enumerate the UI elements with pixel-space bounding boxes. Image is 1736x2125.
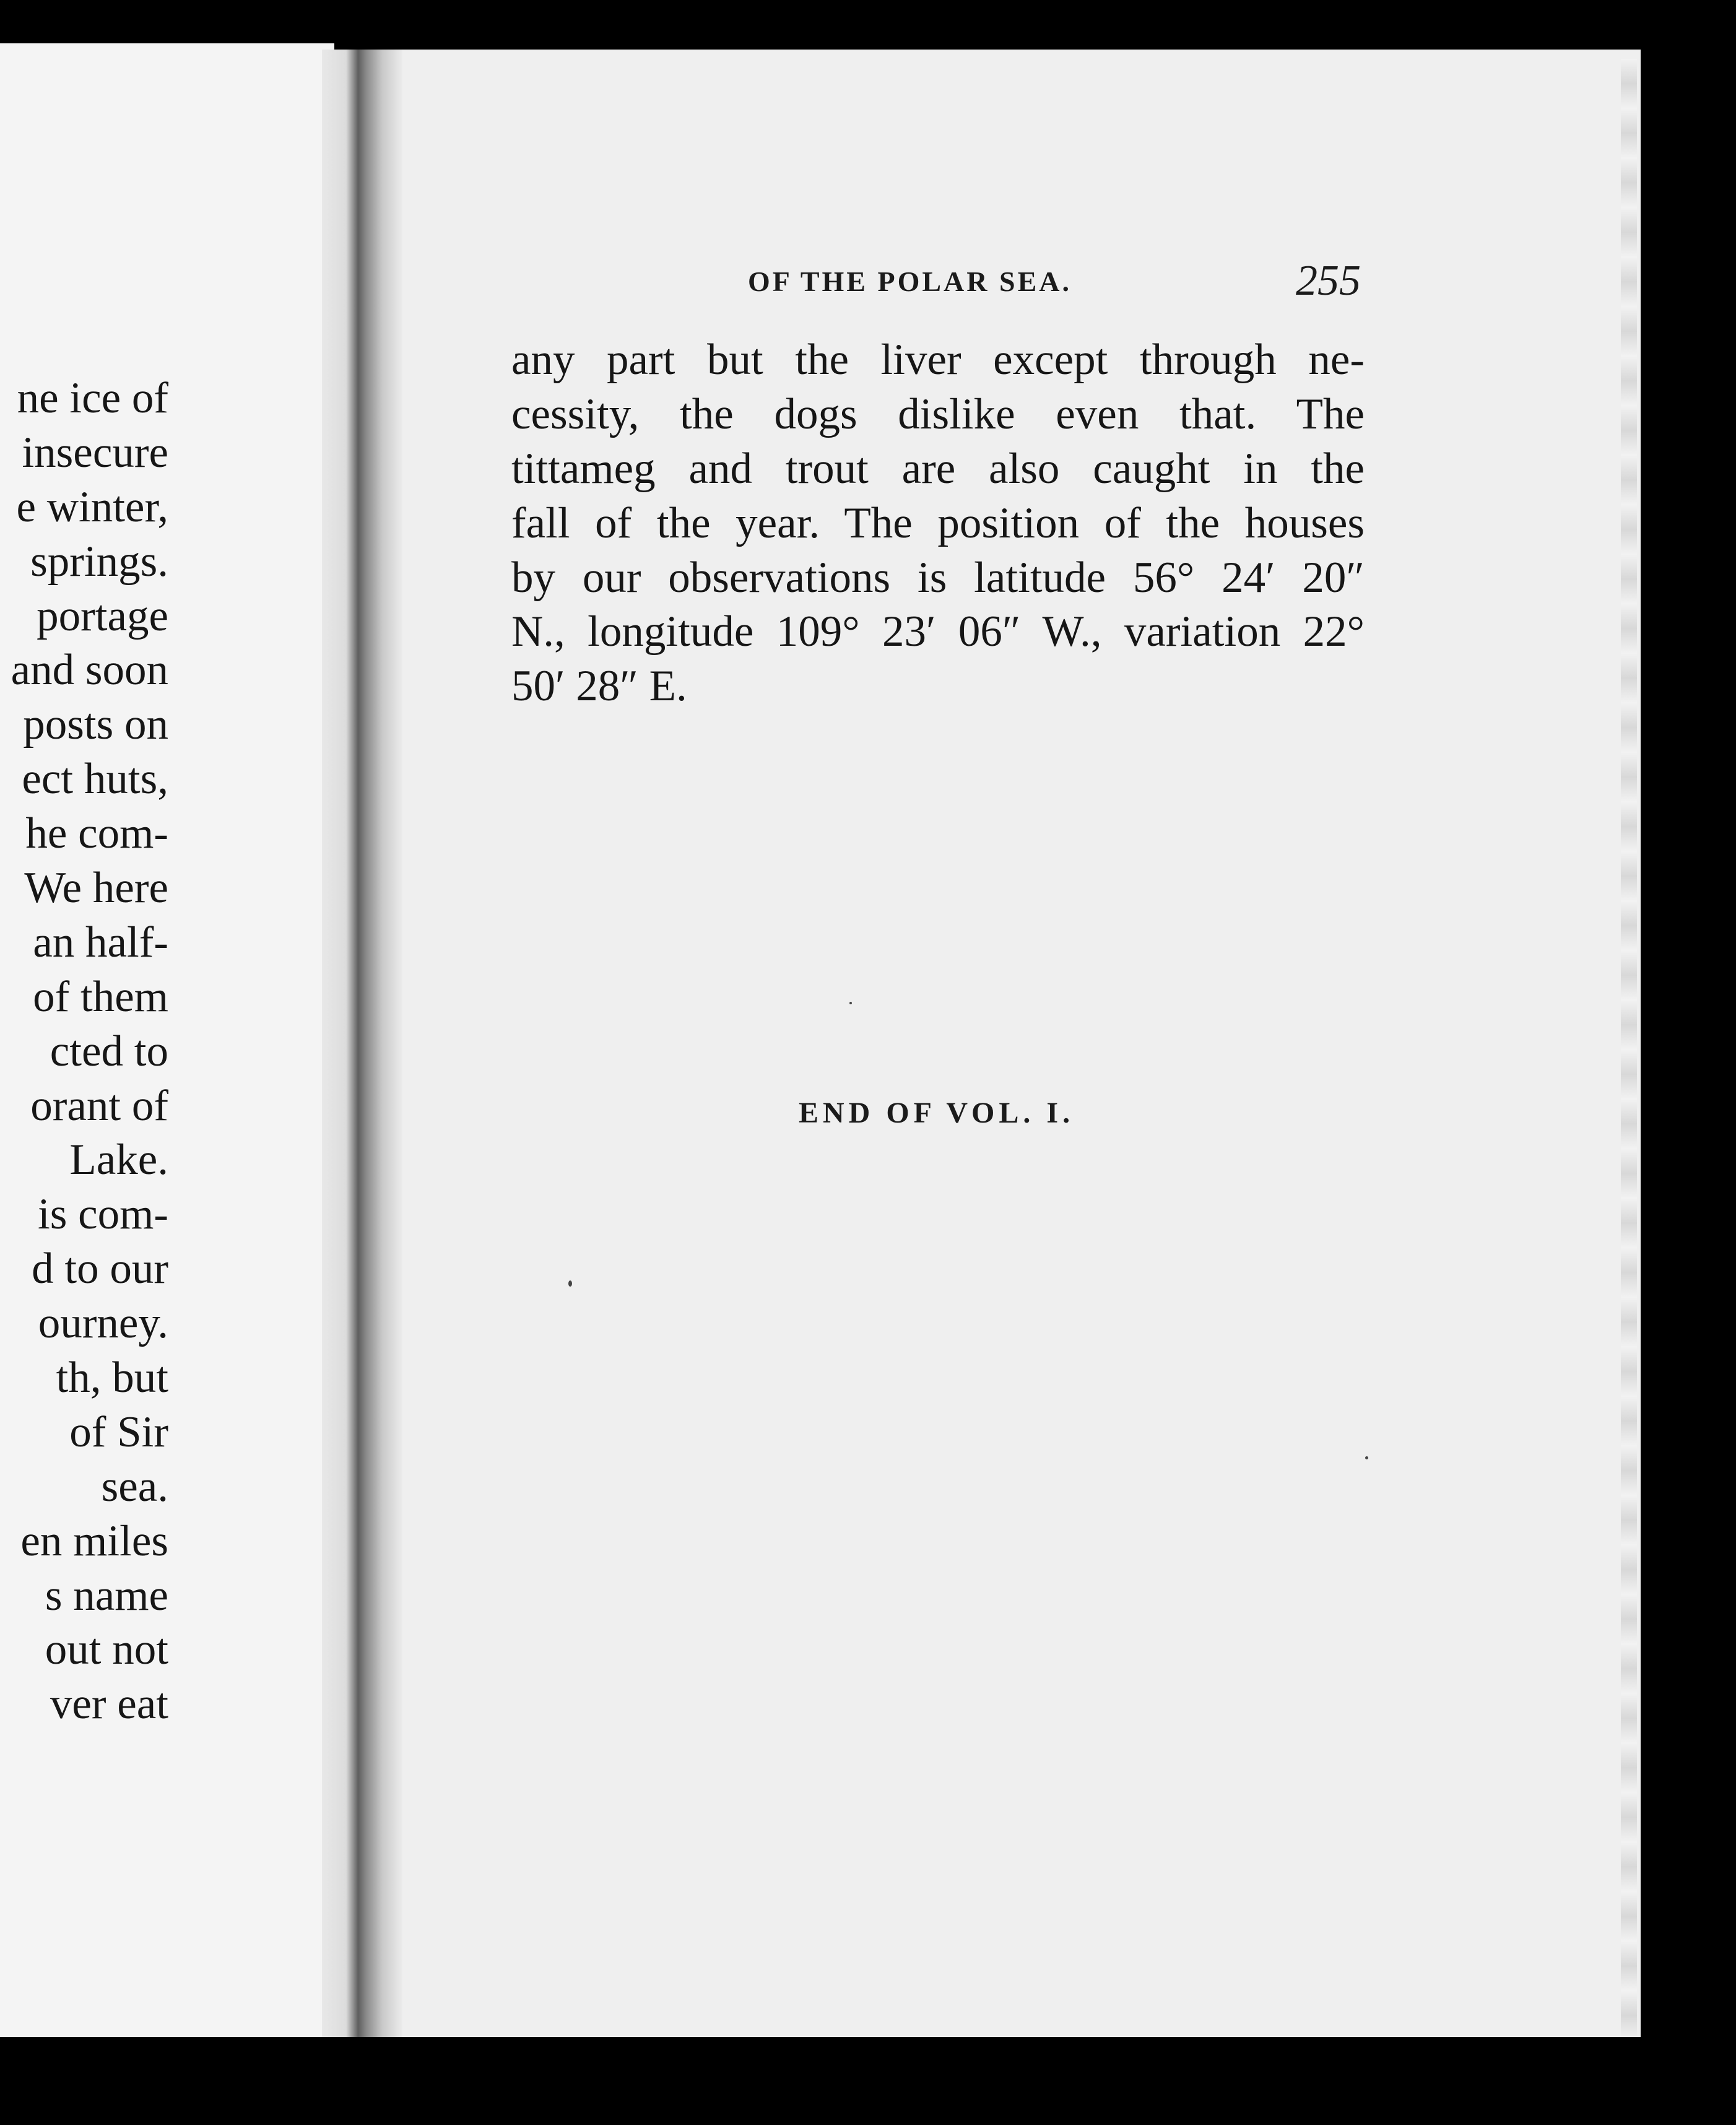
text-line: out not	[45, 1625, 168, 1674]
page-number: 255	[1296, 257, 1361, 305]
text-line: fall of the year. The position of the houses	[511, 498, 1365, 547]
text-line: s name	[45, 1571, 168, 1620]
text-line: any part but the liver except through ne-	[511, 336, 1365, 384]
text-line: e winter,	[16, 482, 168, 531]
left-page-text	[0, 372, 168, 1732]
text-line: orant of	[30, 1081, 168, 1130]
book-gutter	[322, 50, 402, 2037]
text-line: Lake.	[69, 1136, 168, 1184]
end-of-volume-mark: END OF VOL. I.	[799, 1097, 1075, 1129]
text-line: posts on	[23, 700, 168, 749]
text-line: springs.	[30, 537, 168, 586]
text-line: portage	[37, 591, 168, 640]
text-line: sea.	[101, 1462, 168, 1511]
left-page	[0, 43, 334, 2037]
text-line: ne ice of	[17, 374, 168, 422]
text-line: tittameg and trout are also caught in the	[511, 444, 1365, 493]
text-line: he com-	[25, 809, 168, 858]
text-line: an half-	[33, 918, 168, 967]
text-line: and soon	[11, 646, 168, 695]
paper-speck	[849, 1002, 852, 1004]
text-line: N., longitude 109° 23′ 06″ W., variation 22°	[511, 607, 1365, 656]
text-line: cessity, the dogs dislike even that. The	[511, 389, 1365, 438]
text-line: of Sir	[69, 1407, 168, 1456]
text-line: insecure	[22, 428, 168, 477]
text-line: cted to	[50, 1027, 168, 1076]
text-line: th, but	[56, 1354, 168, 1402]
text-line: ver eat	[50, 1680, 168, 1729]
text-line: is com-	[38, 1190, 168, 1239]
page-edge	[1621, 59, 1637, 2037]
text-line: of them	[33, 972, 168, 1021]
paper-speck	[1365, 1456, 1368, 1459]
text-line: en miles	[20, 1516, 168, 1565]
body-text	[511, 333, 1365, 714]
text-line: ect huts,	[22, 755, 168, 804]
text-line: ourney.	[38, 1299, 168, 1348]
text-line: We here	[24, 864, 168, 913]
text-line: d to our	[32, 1245, 168, 1293]
paper-speck	[568, 1280, 572, 1287]
text-line: by our observations is latitude 56° 24′ 20″	[511, 553, 1365, 602]
text-line: 50′ 28″ E.	[511, 662, 687, 711]
running-head: OF THE POLAR SEA.	[748, 266, 1072, 297]
